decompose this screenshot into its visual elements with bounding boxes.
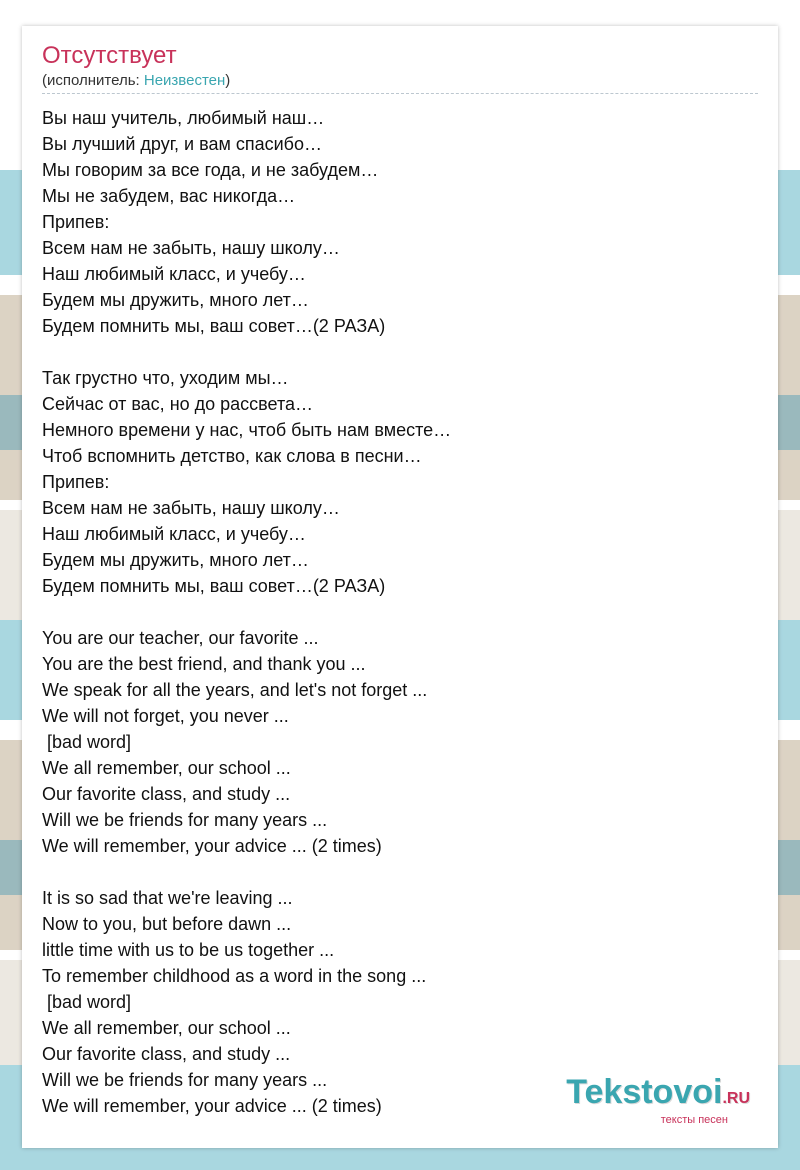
artist-suffix: ) [225,72,231,89]
lyric-line: We all remember, our school ... [42,758,291,778]
lyric-line: Чтоб вспомнить детство, как слова в песни… [42,446,422,466]
lyric-line: Мы не забудем, вас никогда… [42,186,296,206]
lyric-line: Our favorite class, and study ... [42,784,291,804]
artist-link[interactable]: Неизвестен [143,72,226,89]
lyric-line: Припев: [42,212,110,232]
lyric-line: [bad word] [42,732,132,752]
lyric-line: You are our teacher, our favorite ... [42,628,319,648]
song-title: Отсутствует [42,42,177,69]
lyric-line: You are the best friend, and thank you ... [42,654,366,674]
lyric-line: Так грустно что, уходим мы… [42,368,289,388]
lyric-line: Наш любимый класс, и учебу… [42,524,306,544]
lyric-line: Вы лучший друг, и вам спасибо… [42,134,322,154]
lyric-line: Наш любимый класс, и учебу… [42,264,306,284]
lyric-line [42,599,451,625]
lyric-line: We speak for all the years, and let's not forget ... [42,680,428,700]
lyric-line: Будем помнить мы, ваш совет…(2 РАЗА) [42,576,386,596]
lyric-line: Будем помнить мы, ваш совет…(2 РАЗА) [42,316,386,336]
lyric-line: It is so sad that we're leaving ... [42,888,293,908]
lyrics-text [42,105,451,1119]
artist-prefix: (исполнитель: [42,72,144,89]
logo-tld: .RU [722,1090,750,1107]
lyric-line: Припев: [42,472,110,492]
logo-wordmark [566,1075,750,1116]
lyric-line: We will remember, your advice ... (2 times) [42,836,382,856]
lyric-line: Will we be friends for many years ... [42,1070,328,1090]
lyric-line: We will not forget, you never ... [42,706,289,726]
lyric-line [42,339,451,365]
logo-name: Tekstovoi [566,1073,723,1111]
lyric-line: Now to you, but before dawn ... [42,914,292,934]
lyric-line: We all remember, our school ... [42,1018,291,1038]
lyric-line: Вы наш учитель, любимый наш… [42,108,325,128]
lyric-line: Сейчас от вас, но до рассвета… [42,394,314,414]
lyric-line: Будем мы дружить, много лет… [42,290,309,310]
lyric-line: Will we be friends for many years ... [42,810,328,830]
logo-tagline: тексты песен [660,1114,728,1126]
artist-line [42,72,230,89]
lyric-line: Our favorite class, and study ... [42,1044,291,1064]
dashed-divider [42,93,758,94]
lyric-line: Всем нам не забыть, нашу школу… [42,498,340,518]
lyric-line [42,859,451,885]
lyric-line: Мы говорим за все года, и не забудем… [42,160,379,180]
lyric-line: [bad word] [42,992,132,1012]
lyrics-card [22,26,778,1148]
lyric-line: Немного времени у нас, чтоб быть нам вместе… [42,420,452,440]
lyric-line: To remember childhood as a word in the song ... [42,966,427,986]
lyric-line: Будем мы дружить, много лет… [42,550,309,570]
lyric-line: We will remember, your advice ... (2 times) [42,1096,382,1116]
lyric-line: little time with us to be us together ... [42,940,335,960]
lyric-line: Всем нам не забыть, нашу школу… [42,238,340,258]
site-logo[interactable] [566,1075,750,1126]
